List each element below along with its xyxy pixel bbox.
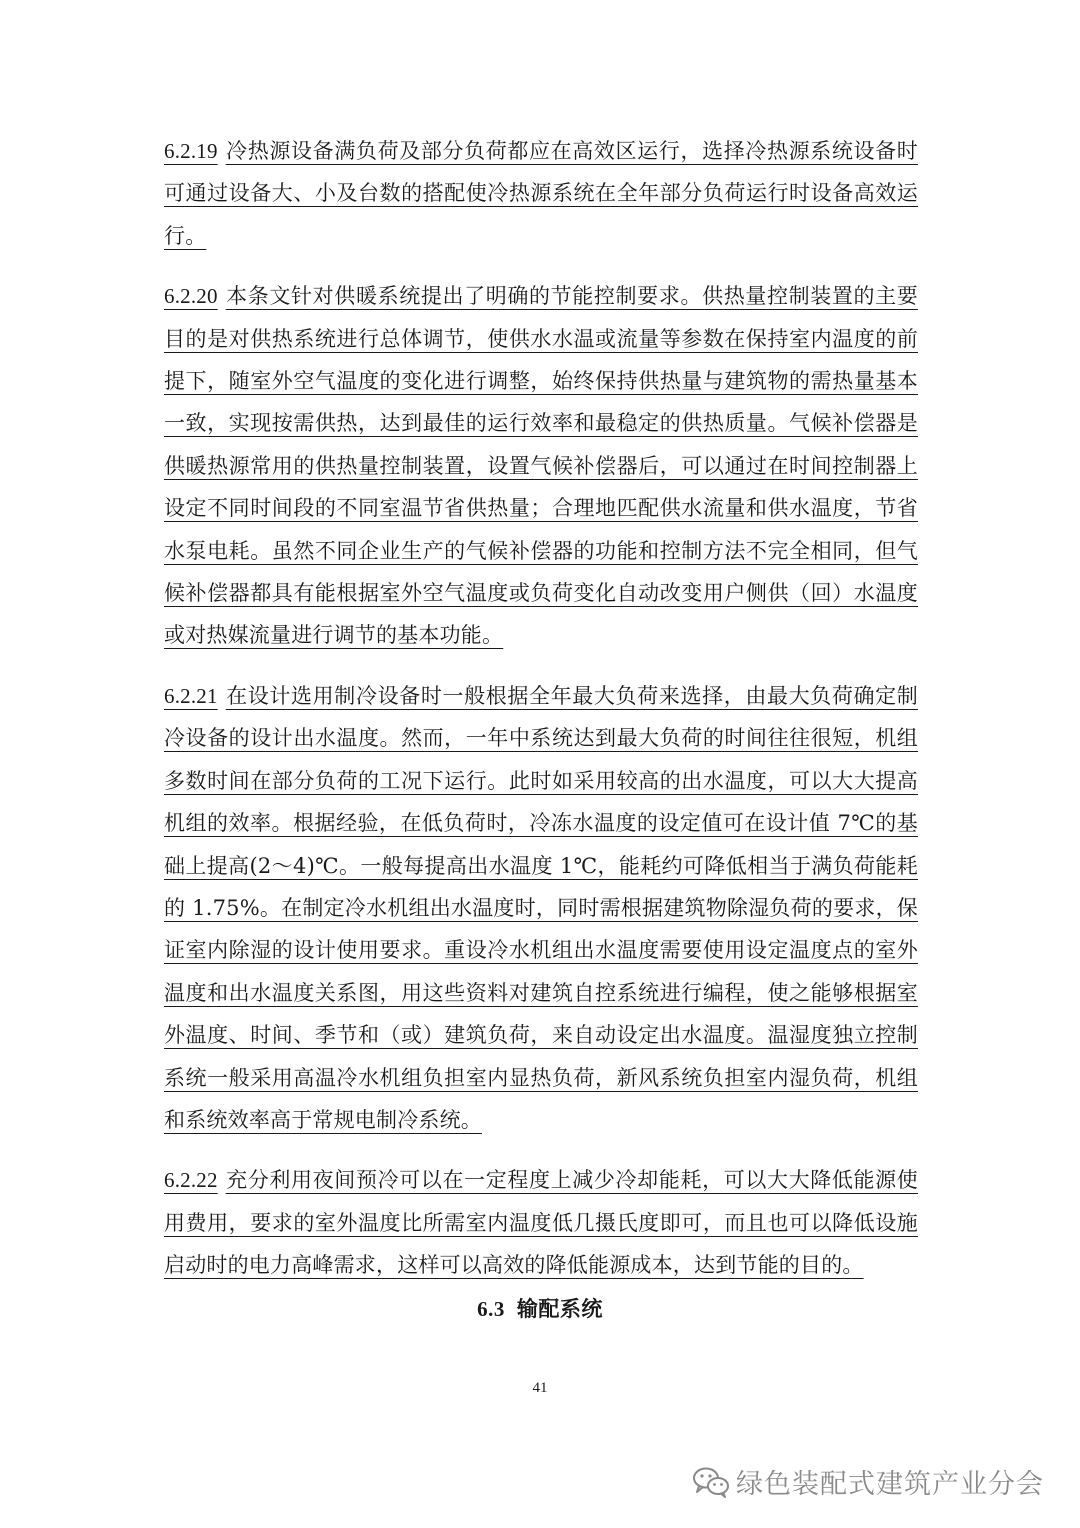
watermark — [692, 1462, 1044, 1501]
clause-number: 6.2.22 — [164, 1168, 218, 1193]
watermark-text: 绿色装配式建筑产业分会 — [736, 1469, 1044, 1500]
clause-number: 6.2.20 — [164, 284, 218, 309]
clause-6-2-21 — [164, 675, 918, 1141]
clause-6-2-20 — [164, 275, 918, 657]
section-number: 6.3 — [477, 1297, 505, 1321]
clause-text: 冷热源设备满负荷及部分负荷都应在高效区运行，选择冷热源系统设备时可通过设备大、小及台数的搭配使冷热源系统在全年部分负荷运行时设备高效运行。 — [164, 139, 918, 248]
clause-6-2-22 — [164, 1159, 918, 1286]
clause-number: 6.2.19 — [164, 139, 218, 163]
clause-6-2-19 — [164, 130, 918, 257]
page-number: 41 — [532, 1380, 548, 1396]
clause-text: 充分利用夜间预冷可以在一定程度上减少冷却能耗，可以大大降低能源使用费用，要求的室外温度比所需室内温度低几摄氏度即可，而且也可以降低设施启动时的电力高峰需求，这样可以高效的降低能源成本，达到节能的目的。 — [164, 1168, 918, 1278]
section-title-text: 输配系统 — [516, 1296, 603, 1321]
document-body — [164, 130, 918, 1305]
section-heading — [0, 1293, 1080, 1323]
clause-text: 在设计选用制冷设备时一般根据全年最大负荷来选择，由最大负荷确定制冷设备的设计出水温度。然而，一年中系统达到最大负荷的时间往往很短，机组多数时间在部分负荷的工况下运行。此时如采用较高的出水温度，可以大大提高机组的效率。根据经验，在低负荷时，冷冻水温度的设定值可在设计值 7℃的基础上提高(2～4)℃。一般每提高出水温度 1℃，能耗约可降低相当于满负荷能耗的 1.75%。在制定冷水机组出水温度时，同时需根据建筑物除湿负荷的要求，保证室内除湿的设计使用要求。重设冷水机组出水温度需要使用设定温度点的室外温度和出水温度关系图，用这些资料对建筑自控系统进行编程，使之能够根据室外温度、时间、季节和（或）建筑负荷，来自动设定出水温度。温湿度独立控制系统一般采用高温冷水机组负担室内显热负荷，新风系统负担室内湿负荷，机组和系统效率高于常规电制冷系统。 — [164, 683, 918, 1132]
clause-number: 6.2.21 — [164, 683, 218, 708]
wechat-icon — [692, 1466, 730, 1498]
clause-text: 本条文针对供暖系统提出了明确的节能控制要求。供热量控制装置的主要目的是对供热系统进行总体调节，使供水水温或流量等参数在保持室内温度的前提下，随室外空气温度的变化进行调整，始终保持供热量与建筑物的需热量基本一致，实现按需供热，达到最佳的运行效率和最稳定的供热质量。气候补偿器是供暖热源常用的供热量控制装置，设置气候补偿器后，可以通过在时间控制器上设定不同时间段的不同室温节省供热量；合理地匹配供水流量和供水温度，节省水泵电耗。虽然不同企业生产的气候补偿器的功能和控制方法不完全相同，但气候补偿器都具有能根据室外空气温度或负荷变化自动改变用户侧供（回）水温度或对热媒流量进行调节的基本功能。 — [164, 284, 918, 648]
